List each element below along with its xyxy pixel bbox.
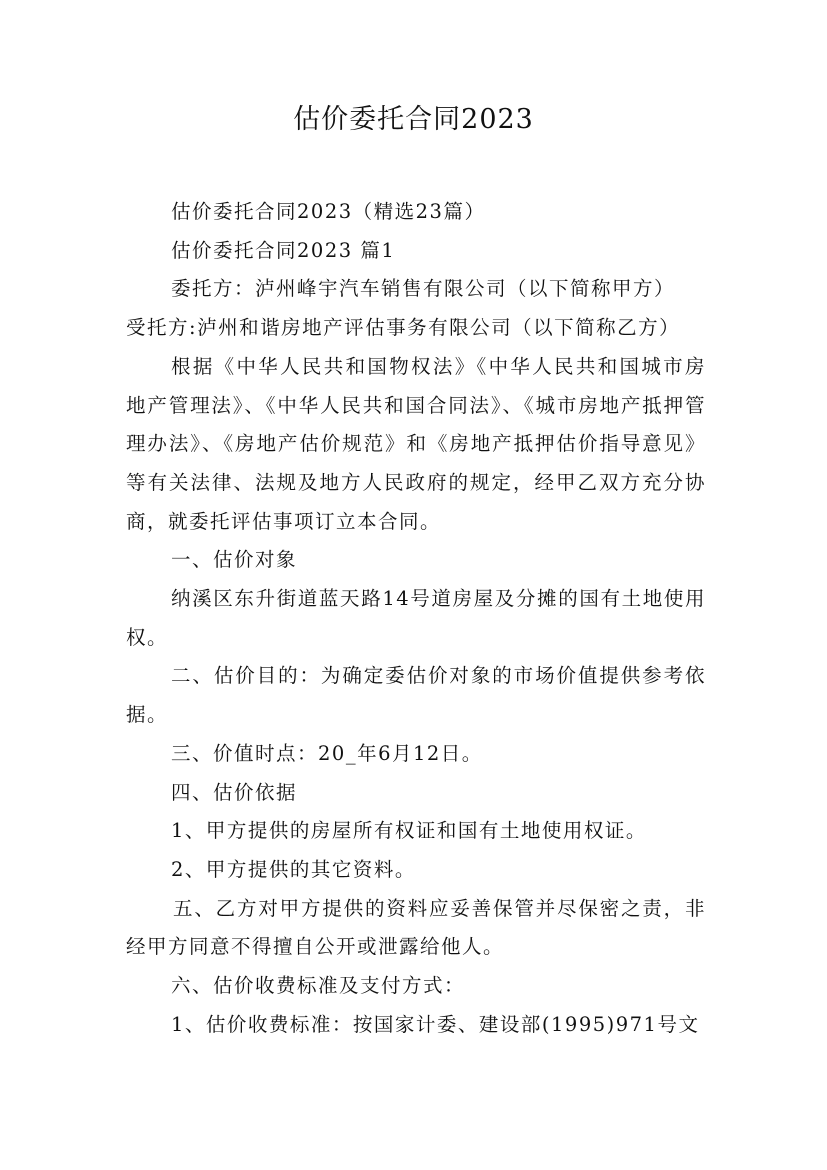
paragraph-subtitle: 估价委托合同2023（精选23篇） [171, 200, 486, 223]
paragraph-item-6-heading: 六、估价收费标准及支付方式： [171, 974, 466, 998]
paragraph-trustee: 受托方:泸州和谐房地产评估事务有限公司（以下简称乙方） [126, 316, 681, 340]
paragraph-item-6-point-1: 1、估价收费标准：按国家计委、建设部(1995)971号文 [171, 1012, 700, 1036]
paragraph-item-1-heading: 一、估价对象 [171, 548, 298, 572]
paragraph-item-5: 五、乙方对甲方提供的资料应妥善保管并尽保密之责，非经甲方同意不得擅自公开或泄露给他人。 [126, 896, 706, 959]
paragraph-item-4-point-2: 2、甲方提供的其它资料。 [171, 857, 416, 881]
paragraph-item-1-content: 纳溪区东升街道蓝天路14号道房屋及分摊的国有土地使用权。 [126, 587, 706, 649]
paragraph-legal-basis: 根据《中华人民共和国物权法》《中华人民共和国城市房地产管理法》、《中华人民共和国合同法》、《城市房地产抵押管理办法》、《房地产估价规范》和《房地产抵押估价指导意见》等有关法律、法规及地方人民政府的规定，经甲乙双方充分协商，就委托评估事项订立本合同。 [126, 354, 706, 533]
paragraph-item-3: 三、价值时点：20_年6月12日。 [171, 741, 483, 765]
paragraph-item-4-point-1: 1、甲方提供的房屋所有权证和国有土地使用权证。 [171, 819, 647, 843]
paragraph-item-4-heading: 四、估价依据 [171, 780, 298, 804]
document-body [126, 193, 706, 1044]
paragraph-client: 委托方：泸州峰宇汽车销售有限公司（以下简称甲方） [171, 277, 676, 301]
paragraph-item-2: 二、估价目的：为确定委估价对象的市场价值提供参考依据。 [126, 664, 706, 727]
document-title: 估价委托合同2023 [293, 104, 534, 135]
paragraph-section-heading: 估价委托合同2023 篇1 [171, 238, 396, 262]
